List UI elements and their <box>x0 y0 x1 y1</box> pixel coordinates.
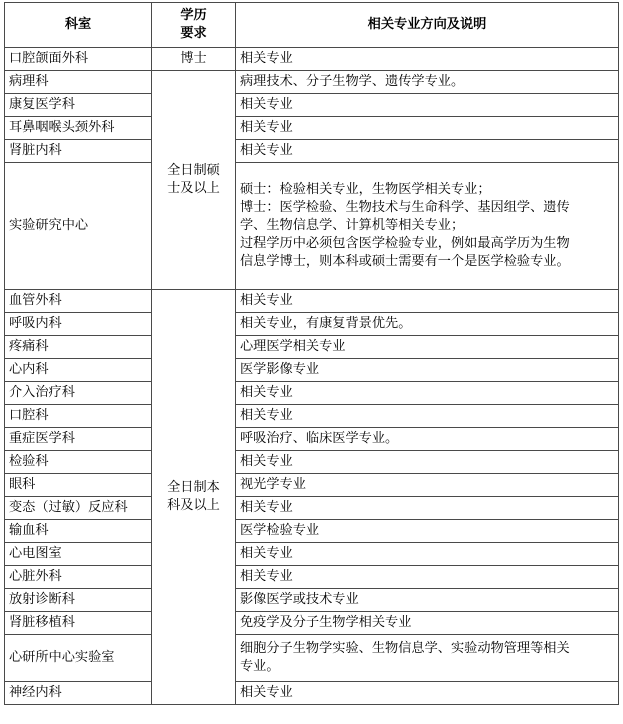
dept-cell: 实验研究中心 <box>5 163 152 290</box>
table-row <box>5 313 619 336</box>
dept-cell: 口腔颌面外科 <box>5 48 152 71</box>
dept-cell: 康复医学科 <box>5 94 152 117</box>
table-row <box>5 682 619 705</box>
dept-cell: 心脏外科 <box>5 566 152 589</box>
desc-cell: 心理医学相关专业 <box>236 336 619 359</box>
table-row <box>5 566 619 589</box>
dept-cell: 输血科 <box>5 520 152 543</box>
desc-line: 过程学历中必须包含医学检验专业，例如最高学历为生物 <box>240 236 570 251</box>
desc-cell: 相关专业 <box>236 405 619 428</box>
desc-cell: 相关专业 <box>236 682 619 705</box>
table-row <box>5 359 619 382</box>
header-row <box>5 3 619 48</box>
dept-cell: 心研所中心实验室 <box>5 635 152 682</box>
desc-cell: 相关专业 <box>236 566 619 589</box>
table-row <box>5 382 619 405</box>
dept-cell: 变态（过敏）反应科 <box>5 497 152 520</box>
edu-cell-master <box>152 71 236 290</box>
dept-cell: 耳鼻咽喉头颈外科 <box>5 117 152 140</box>
dept-cell: 介入治疗科 <box>5 382 152 405</box>
desc-cell: 相关专业，有康复背景优先。 <box>236 313 619 336</box>
edu-bachelor-line1: 全日制本 <box>167 480 220 495</box>
dept-cell: 心电图室 <box>5 543 152 566</box>
desc-cell: 相关专业 <box>236 140 619 163</box>
table-row <box>5 520 619 543</box>
dept-cell: 心内科 <box>5 359 152 382</box>
table-row <box>5 71 619 94</box>
desc-cell: 医学影像专业 <box>236 359 619 382</box>
desc-cell: 相关专业 <box>236 48 619 71</box>
edu-bachelor-line2: 科及以上 <box>167 498 220 513</box>
table-row <box>5 336 619 359</box>
desc-line: 学、生物信息学、计算机等相关专业； <box>240 218 465 233</box>
edu-cell-bachelor <box>152 290 236 705</box>
edu-cell-doctor: 博士 <box>152 48 236 71</box>
dept-cell: 疼痛科 <box>5 336 152 359</box>
desc-cell: 视光学专业 <box>236 474 619 497</box>
table-row <box>5 497 619 520</box>
desc-cell: 相关专业 <box>236 497 619 520</box>
table-row <box>5 94 619 117</box>
desc-cell: 影像医学或技术专业 <box>236 589 619 612</box>
table-row <box>5 428 619 451</box>
table-row <box>5 635 619 682</box>
dept-cell: 肾脏移植科 <box>5 612 152 635</box>
desc-cell: 相关专业 <box>236 94 619 117</box>
dept-cell: 神经内科 <box>5 682 152 705</box>
dept-cell: 呼吸内科 <box>5 313 152 336</box>
desc-cell: 免疫学及分子生物学相关专业 <box>236 612 619 635</box>
desc-cell: 呼吸治疗、临床医学专业。 <box>236 428 619 451</box>
desc-line: 专业。 <box>240 659 280 674</box>
desc-cell: 相关专业 <box>236 117 619 140</box>
edu-master-line2: 士及以上 <box>167 181 220 196</box>
table-row <box>5 117 619 140</box>
header-desc: 相关专业方向及说明 <box>236 3 619 48</box>
desc-line: 信息学博士，则本科或硕士需要有一个是医学检验专业。 <box>240 254 570 269</box>
table-row <box>5 543 619 566</box>
desc-cell: 医学检验专业 <box>236 520 619 543</box>
desc-cell: 相关专业 <box>236 382 619 405</box>
edu-master-line1: 全日制硕 <box>167 163 220 178</box>
desc-line: 硕士：检验相关专业，生物医学相关专业； <box>240 182 491 197</box>
table-row <box>5 474 619 497</box>
table-row <box>5 48 619 71</box>
desc-cell: 相关专业 <box>236 290 619 313</box>
desc-line: 博士：医学检验、生物技术与生命科学、基因组学、遗传 <box>240 200 570 215</box>
header-edu <box>152 3 236 48</box>
table-row <box>5 290 619 313</box>
desc-cell: 病理技术、分子生物学、遗传学专业。 <box>236 71 619 94</box>
dept-cell: 血管外科 <box>5 290 152 313</box>
desc-line: 细胞分子生物学实验、生物信息学、实验动物管理等相关 <box>240 641 570 656</box>
dept-cell: 放射诊断科 <box>5 589 152 612</box>
table-row <box>5 612 619 635</box>
desc-cell: 相关专业 <box>236 451 619 474</box>
desc-cell: 相关专业 <box>236 543 619 566</box>
header-dept: 科室 <box>5 3 152 48</box>
desc-cell-multiline <box>236 163 619 290</box>
dept-cell: 重症医学科 <box>5 428 152 451</box>
dept-cell: 口腔科 <box>5 405 152 428</box>
table-row <box>5 589 619 612</box>
dept-cell: 病理科 <box>5 71 152 94</box>
table-row <box>5 451 619 474</box>
dept-cell: 检验科 <box>5 451 152 474</box>
header-edu-line1: 学历 <box>180 8 207 23</box>
table-row <box>5 140 619 163</box>
dept-cell: 肾脏内科 <box>5 140 152 163</box>
table-row <box>5 405 619 428</box>
recruitment-table <box>4 2 619 705</box>
header-edu-line2: 要求 <box>180 26 207 41</box>
table-row <box>5 163 619 290</box>
dept-cell: 眼科 <box>5 474 152 497</box>
desc-cell-multiline <box>236 635 619 682</box>
